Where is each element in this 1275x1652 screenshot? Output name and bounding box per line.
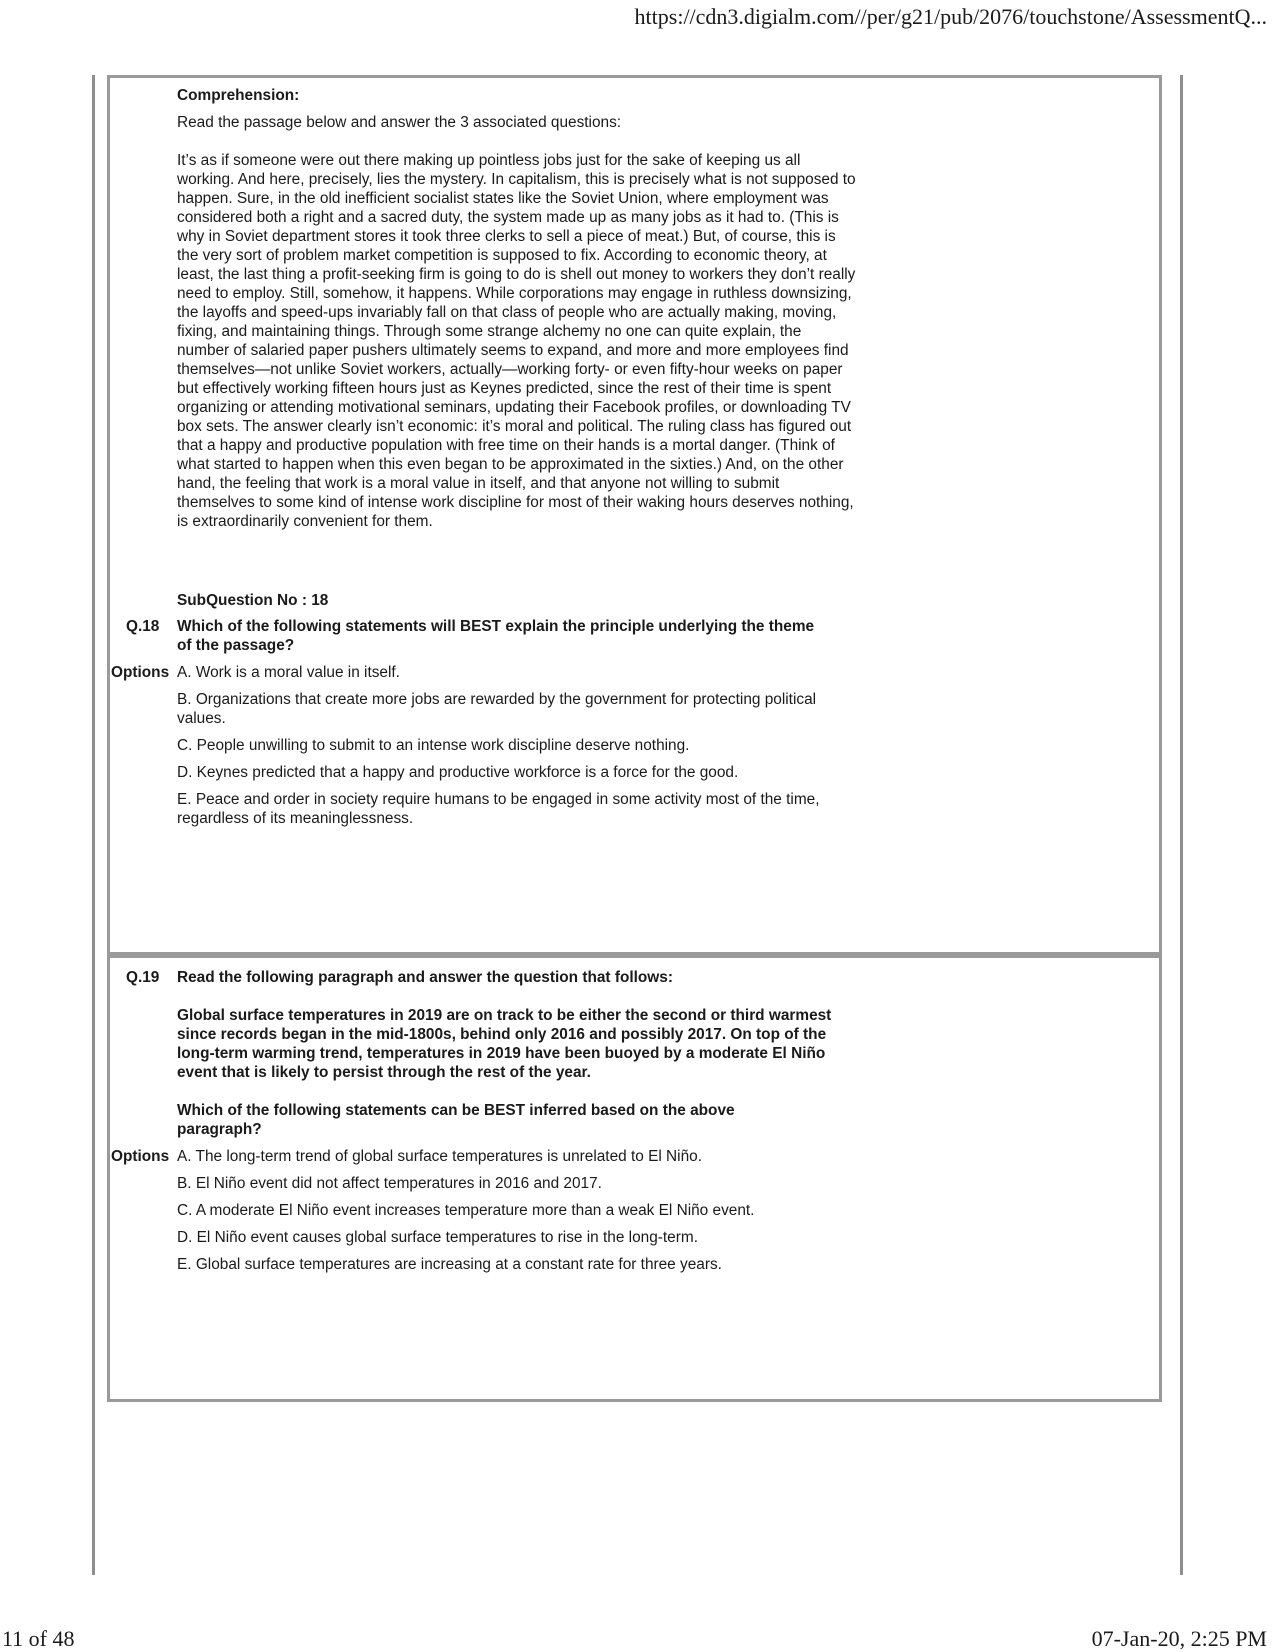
option-c[interactable]: C. A moderate El Niño event increases temperature more than a weak El Niño event. <box>177 1202 755 1219</box>
comprehension-heading: Comprehension: <box>177 87 300 104</box>
option-e[interactable]: E. Peace and order in society require humans to be engaged in some activity most of the time, regardless of its meaninglessness. <box>177 791 820 827</box>
question-text: Which of the following statements will BEST explain the principle underlying the theme of the passage? <box>177 618 815 654</box>
comprehension-passage: It’s as if someone were out there making up pointless jobs just for the sake of keeping us all working. And here, precisely, lies the mystery. In capitalism, this is precisely what is not supposed to happen. Sure, in the old inefficient socialist states like the Soviet Union, where employment was considered both a right and a sacred duty, the system made up as many jobs as it had to. (This is why in Soviet department stores it took three clerks to sell a piece of meat.) But, of course, this is the very sort of problem market competition is supposed to fix. According to economic theory, at least, the last thing a profit-seeking firm is going to do is shell out money to workers they don’t really need to employ. Still, somehow, it happens. While corporations may engage in ruthless downsizing, the layoffs and speed-ups invariably fall on that class of people who are actually making, moving, fixing, and maintaining things. Through some strange alchemy no one can quite explain, the number of salaried paper pushers ultimately seems to expand, and more and more employees find themselves—not unlike Soviet workers, actually—working forty- or even fifty-hour weeks on paper but effectively working fifteen hours just as Keynes predicted, since the rest of their time is spent organizing or attending motivational seminars, updating their Facebook profiles, or downloading TV box sets. The answer clearly isn’t economic: it’s moral and political. The ruling class has figured out that a happy and productive population with free time on their hands is a mortal danger. (Think of what started to happen when this even began to be approximated in the sixties.) And, on the other hand, the feeling that work is a moral value in itself, and that anyone not willing to submit themselves to some kind of intense work discipline for most of their waking hours deserves nothing, is extraordinarily convenient for them. <box>177 152 856 530</box>
option-b[interactable]: B. El Niño event did not affect temperatures in 2016 and 2017. <box>177 1175 602 1192</box>
left-border-line <box>92 75 95 1575</box>
option-d[interactable]: D. Keynes predicted that a happy and productive workforce is a force for the good. <box>177 764 739 781</box>
option-d[interactable]: D. El Niño event causes global surface temperatures to rise in the long-term. <box>177 1229 698 1246</box>
question-number: Q.18 <box>126 618 160 635</box>
question-text: Which of the following statements can be BEST inferred based on the above paragraph? <box>177 1102 735 1138</box>
question-paragraph: Global surface temperatures in 2019 are on track to be either the second or third warmest since records began in the mid-1800s, behind only 2016 and possibly 2017. On top of the long-term warming trend, temperatures in 2019 have been buoyed by a moderate El Niño event that is likely to persist through the rest of the year. <box>177 1007 832 1081</box>
option-a[interactable]: A. The long-term trend of global surface temperatures is unrelated to El Niño. <box>177 1148 702 1165</box>
option-b[interactable]: B. Organizations that create more jobs are rewarded by the government for protecting political values. <box>177 691 817 727</box>
subquestion-number: SubQuestion No : 18 <box>177 592 329 609</box>
right-border-line <box>1180 75 1183 1575</box>
option-a[interactable]: A. Work is a moral value in itself. <box>177 664 400 681</box>
comprehension-instruction: Read the passage below and answer the 3 associated questions: <box>177 114 622 131</box>
print-datetime: 07-Jan-20, 2:25 PM <box>1091 1626 1267 1651</box>
options-label: Options <box>111 1148 170 1165</box>
options-label: Options <box>111 664 170 681</box>
option-e[interactable]: E. Global surface temperatures are increasing at a constant rate for three years. <box>177 1256 722 1273</box>
question-number: Q.19 <box>126 969 160 986</box>
question-intro: Read the following paragraph and answer the question that follows: <box>177 969 673 986</box>
page-url: https://cdn3.digialm.com//per/g21/pub/2076/touchstone/AssessmentQ... <box>634 4 1267 29</box>
page-count: 11 of 48 <box>2 1626 75 1651</box>
option-c[interactable]: C. People unwilling to submit to an intense work discipline deserve nothing. <box>177 737 690 754</box>
